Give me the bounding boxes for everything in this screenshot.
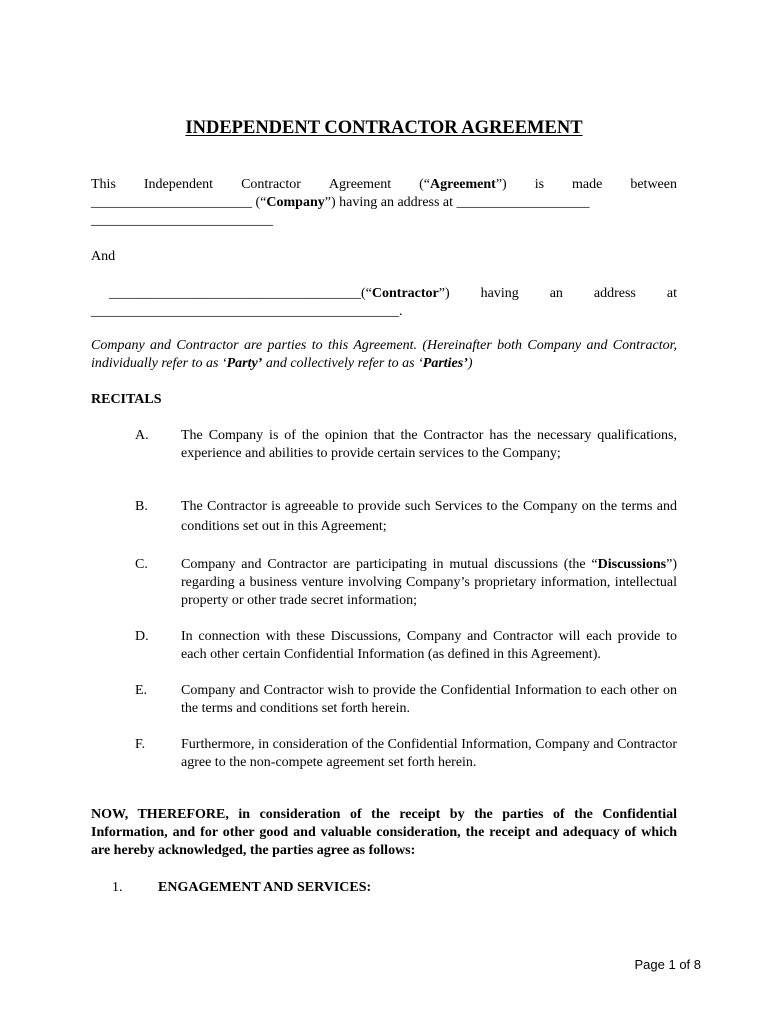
page-number: Page 1 of 8: [634, 957, 701, 972]
parties-defined-term: Parties’: [422, 356, 468, 371]
intro-text: ”) having an address at: [324, 195, 457, 210]
contractor-word: an: [549, 286, 563, 301]
company-name-blank: _______________________: [91, 195, 252, 210]
intro-paragraph: [91, 176, 677, 230]
contractor-name-blank: ____________________________________: [109, 286, 361, 301]
intro-word: Contractor: [241, 177, 301, 192]
recital-letter: A.: [135, 428, 149, 443]
recital-letter: E.: [135, 683, 148, 698]
intro-word: This: [91, 177, 116, 192]
recital-letter: C.: [135, 557, 148, 572]
company-address-blank: ___________________: [456, 195, 590, 210]
contractor-word: having: [480, 286, 519, 301]
intro-word: is: [534, 177, 545, 192]
recital-text: Furthermore, in consideration of the Confidential Information, Company and Contractor agree to the non-compete agreement set forth herein.: [181, 737, 677, 770]
intro-line-1: [91, 176, 677, 194]
agreement-defined-term: (“Agreement”): [419, 177, 507, 192]
discussions-defined-term: Discussions: [597, 557, 667, 572]
parties-clause: [91, 337, 677, 373]
recital-text: Company and Contractor are participating in mutual discussions (the “Discussions”) regarding a business venture involving Company’s proprietary information, intellectual property or other trade secret information;: [181, 557, 677, 608]
recital-text: Company and Contractor wish to provide the Confidential Information to each other on the terms and conditions set forth herein.: [181, 683, 677, 716]
parties-clause-text: and collectively refer to as ‘: [262, 356, 423, 371]
intro-word: between: [630, 177, 677, 192]
document-title: INDEPENDENT CONTRACTOR AGREEMENT: [185, 118, 583, 138]
section-number: 1.: [112, 880, 123, 895]
contractor-line-1: [91, 285, 677, 303]
intro-word: Independent: [143, 177, 214, 192]
section-title: ENGAGEMENT AND SERVICES:: [158, 880, 372, 895]
intro-word: Agreement: [328, 177, 392, 192]
recital-letter: F.: [135, 737, 146, 752]
contractor-paragraph: [91, 285, 677, 321]
recital-text: The Contractor is agreeable to provide such Services to the Company on the terms and conditions set out in this Agreement;: [181, 499, 677, 534]
intro-text: (“: [252, 195, 267, 210]
recital-text: The Company is of the opinion that the Contractor has the necessary qualifications, experience and abilities to provide certain services to the Company;: [181, 428, 677, 461]
party-defined-term: Party’: [226, 356, 263, 371]
company-defined-term: Company: [266, 195, 325, 210]
contractor-word: address: [593, 286, 636, 301]
intro-word: made: [572, 177, 603, 192]
intro-line-2: [91, 194, 677, 212]
contractor-word: at: [666, 286, 677, 301]
contractor-address-blank: ____________________________________________.: [91, 304, 403, 319]
contractor-name: ____________________________________(“Contractor”): [109, 286, 450, 301]
and-label: And: [91, 249, 116, 264]
recital-letter: D.: [135, 629, 149, 644]
recital-text: In connection with these Discussions, Company and Contractor will each provide to each other certain Confidential Information (as defined in this Agreement).: [181, 629, 677, 662]
company-address-blank-2: __________________________: [91, 213, 273, 228]
parties-clause-text: Company and Contractor are parties to this Agreement. (Hereinafter both Company and Contractor, individually refer to as ‘: [91, 338, 677, 371]
parties-clause-text: ): [467, 356, 473, 371]
recitals-heading: RECITALS: [91, 392, 162, 407]
section-1-heading: [112, 879, 371, 897]
recital-letter: B.: [135, 499, 148, 514]
contractor-defined-term: Contractor: [371, 286, 439, 301]
now-therefore-paragraph: NOW, THEREFORE, in consideration of the receipt by the parties of the Confidential Information, and for other good and valuable consideration, the receipt and adequacy of which are hereby acknowledged, the parties agree as follows:: [91, 807, 677, 858]
